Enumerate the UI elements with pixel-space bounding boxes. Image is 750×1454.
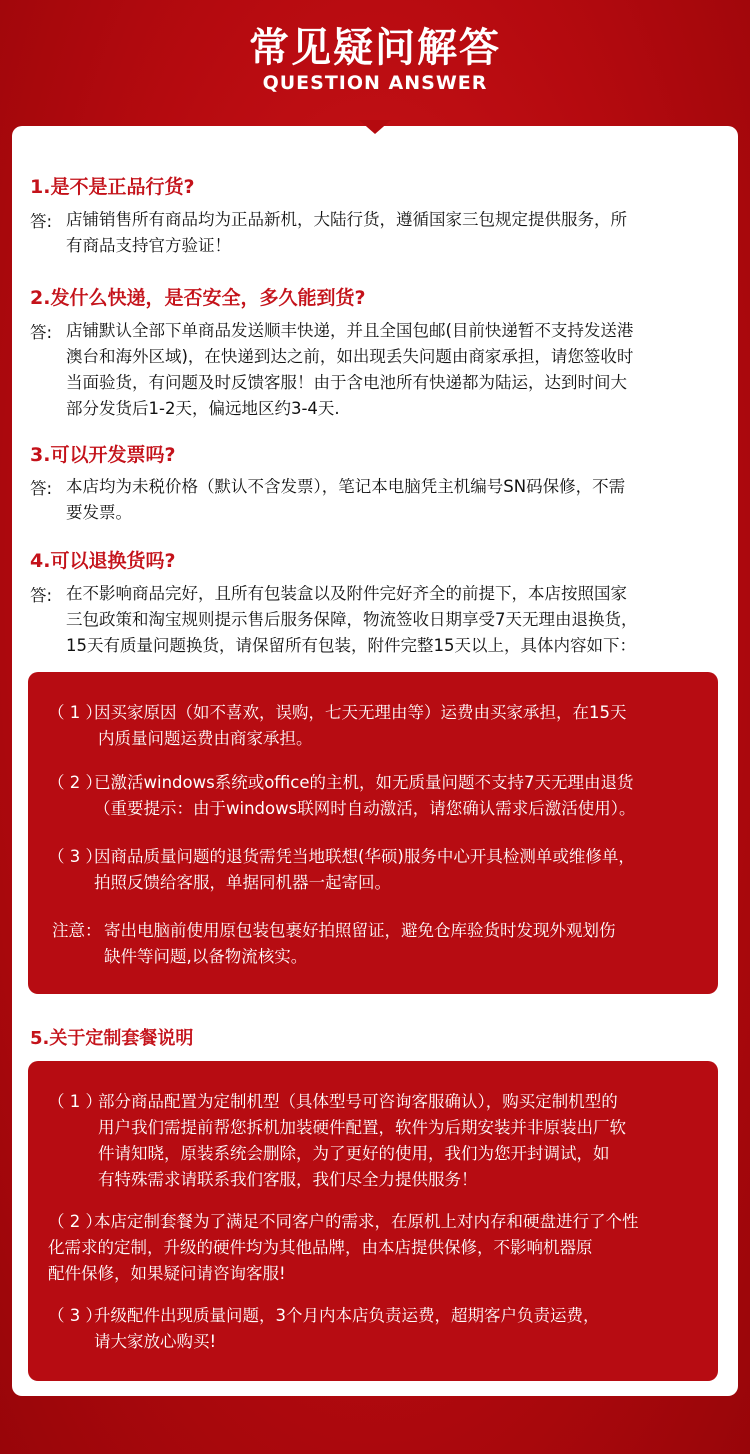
custom-line: 升级配件出现质量问题，3个月内本店负责运费，超期客户负责运费， (94, 1306, 600, 1325)
custom-line: 件请知晓，原装系统会删除，为了更好的使用，我们为您开封调试，如 (98, 1144, 610, 1163)
page-title: 常见疑问解答 (249, 25, 501, 71)
faq-question-3: 3.可以开发票吗? (30, 444, 176, 466)
custom-line: 请大家放心购买! (94, 1332, 217, 1351)
faq-answer-prefix-2: 答: (30, 323, 53, 342)
faq-answer-2-line: 澳台和海外区域)，在快递到达之前，如出现丢失问题由商家承担，请您签收时 (66, 347, 634, 366)
return-policy-text-1 (94, 700, 627, 752)
return-policy-num-2: （ 2 ） (48, 773, 102, 792)
custom-text-1 (98, 1089, 626, 1193)
faq-answer-prefix-1: 答: (30, 212, 53, 231)
faq-answer-1-line: 店铺销售所有商品均为正品新机，大陆行货，遵循国家三包规定提供服务，所 (66, 210, 627, 229)
return-policy-num-3: （ 3 ） (48, 847, 102, 866)
custom-item-2 (48, 1209, 703, 1287)
faq-answer-2 (66, 318, 716, 422)
custom-item-1 (48, 1089, 703, 1193)
faq-question-5: 5.关于定制套餐说明 (30, 1028, 194, 1049)
return-policy-item-1 (48, 700, 703, 752)
custom-line: 用户我们需提前帮您拆机加装硬件配置，软件为后期安装并非原装出厂软 (98, 1118, 626, 1137)
custom-package-box (28, 1061, 718, 1381)
faq-question-1: 1.是不是正品行货? (30, 176, 195, 198)
return-policy-item-3 (48, 844, 703, 896)
faq-answer-1 (66, 207, 716, 259)
return-policy-line: 因商品质量问题的退货需凭当地联想(华硕)服务中心开具检测单或维修单， (94, 847, 635, 866)
return-policy-line: 缺件等问题,以备物流核实。 (104, 947, 308, 966)
faq-question-2: 2.发什么快递，是否安全，多久能到货? (30, 287, 366, 309)
return-policy-note (48, 918, 703, 970)
return-policy-num-1: （ 1 ） (48, 703, 102, 722)
faq-answer-prefix-4: 答: (30, 586, 53, 605)
custom-line: 配件保修，如果疑问请咨询客服! (48, 1264, 286, 1283)
return-policy-note-label: 注意： (52, 921, 102, 940)
faq-answer-2-line: 当面验货，有问题及时反馈客服！由于含电池所有快递都为陆运，达到时间大 (66, 373, 627, 392)
custom-num-3: （ 3 ） (48, 1306, 102, 1325)
page-subtitle: QUESTION ANSWER (262, 72, 488, 94)
return-policy-text-3 (94, 844, 635, 896)
custom-text-2 (48, 1209, 639, 1287)
return-policy-item-2 (48, 770, 703, 822)
custom-line: 本店定制套餐为了满足不同客户的需求，在原机上对内存和硬盘进行了个性 (94, 1212, 639, 1231)
custom-line: 化需求的定制，升级的硬件均为其他品牌，由本店提供保修，不影响机器原 (48, 1238, 593, 1257)
page-header (0, 0, 750, 118)
custom-line: 部分商品配置为定制机型（具体型号可咨询客服确认），购买定制机型的 (98, 1092, 618, 1111)
faq-answer-3-line: 要发票。 (66, 503, 132, 522)
faq-answer-3 (66, 474, 716, 526)
return-policy-line: 已激活windows系统或office的主机，如无质量问题不支持7天无理由退货 (94, 773, 634, 792)
faq-answer-2-line: 店铺默认全部下单商品发送顺丰快递，并且全国包邮(目前快递暂不支持发送港 (66, 321, 634, 340)
faq-answer-prefix-3: 答: (30, 479, 53, 498)
return-policy-line: 寄出电脑前使用原包装包裹好拍照留证，避免仓库验货时发现外观划伤 (104, 921, 616, 940)
return-policy-line: 拍照反馈给客服，单据同机器一起寄回。 (94, 873, 391, 892)
return-policy-line: 因买家原因（如不喜欢，误购，七天无理由等）运费由买家承担，在15天 (94, 703, 627, 722)
faq-answer-2-line: 部分发货后1-2天，偏远地区约3-4天. (66, 399, 340, 418)
faq-answer-4-line: 三包政策和淘宝规则提示售后服务保障，物流签收日期享受7天无理由退换货， (66, 610, 638, 629)
faq-answer-1-line: 有商品支持官方验证！ (66, 236, 231, 255)
return-policy-text-2 (94, 770, 635, 822)
faq-answer-4-line: 15天有质量问题换货，请保留所有包装，附件完整15天以上，具体内容如下： (66, 636, 636, 655)
faq-answer-3-line: 本店均为未税价格（默认不含发票），笔记本电脑凭主机编号SN码保修，不需 (66, 477, 626, 496)
custom-text-3 (94, 1303, 600, 1355)
custom-item-3 (48, 1303, 703, 1355)
faq-answer-4 (66, 581, 716, 659)
custom-num-1: （ 1 ） (48, 1092, 102, 1111)
custom-line: 有特殊需求请联系我们客服，我们尽全力提供服务！ (98, 1170, 478, 1189)
return-policy-line: 内质量问题运费由商家承担。 (98, 729, 313, 748)
return-policy-line: （重要提示：由于windows联网时自动激活，请您确认需求后激活使用）。 (94, 799, 636, 818)
return-policy-note-text (104, 918, 616, 970)
custom-num-2: （ 2 ） (48, 1212, 102, 1231)
faq-answer-4-line: 在不影响商品完好，且所有包装盒以及附件完好齐全的前提下，本店按照国家 (66, 584, 627, 603)
header-pointer (359, 120, 391, 134)
faq-question-4: 4.可以退换货吗? (30, 550, 176, 572)
return-policy-box (28, 672, 718, 994)
